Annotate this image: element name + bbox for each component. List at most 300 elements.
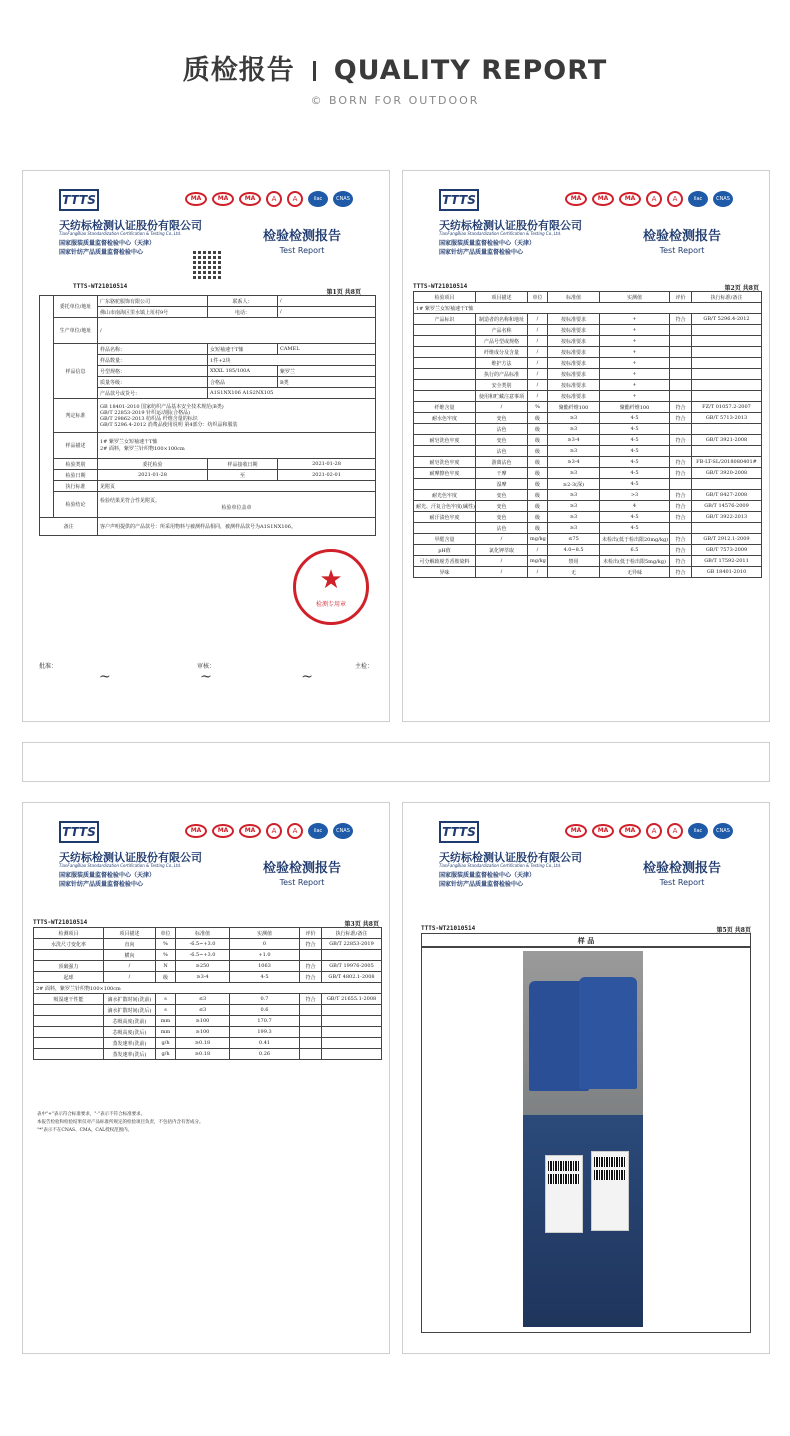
table-cell: 执行的产品标准	[476, 369, 528, 380]
table-cell: s	[156, 1005, 176, 1016]
table-cell: 产品号型或规格	[476, 336, 528, 347]
barcode-icon	[548, 1161, 580, 1171]
cnas-mark-icon: CNAS	[713, 823, 733, 839]
report-id: TTTS-WT21010514	[73, 283, 128, 290]
table-cell: 聚酯纤维100	[600, 402, 670, 413]
page1-table	[39, 295, 376, 536]
table-cell: 4.0~8.5	[548, 545, 600, 556]
table-cell: 符合	[670, 556, 692, 567]
table-cell: 0.7	[230, 994, 300, 1005]
table-cell: +	[600, 325, 670, 336]
table-cell: 199.3	[230, 1027, 300, 1038]
table-cell: 变色	[476, 435, 528, 446]
table-cell	[322, 1038, 382, 1049]
table-cell: pH值	[414, 545, 476, 556]
table-cell: 按标准要求	[548, 314, 600, 325]
table-cell: GB/T 3922-2013	[692, 512, 762, 523]
center-1: 国家服装质量监督检验中心（天津）	[439, 872, 536, 879]
table-cell	[300, 1016, 322, 1027]
table-cell: 顶破强力	[34, 961, 104, 972]
table-cell: ≥3	[548, 446, 600, 457]
table-row	[414, 336, 762, 347]
certification-marks	[565, 823, 733, 839]
table-row	[414, 413, 762, 424]
vertical-label	[40, 296, 54, 518]
table-cell: GB/T 3920-2008	[692, 468, 762, 479]
report-title-cn: 检验检测报告	[642, 861, 721, 876]
table-cell: 170.7	[230, 1016, 300, 1027]
cell: 见附页	[98, 481, 376, 492]
page3-notes	[37, 1111, 204, 1135]
table-cell	[322, 1005, 382, 1016]
table-cell: 滴水扩散时间(洗后)	[104, 1005, 156, 1016]
table-cell: 符合	[300, 939, 322, 950]
table-cell: g/h	[156, 1049, 176, 1060]
cal-mark-icon: A	[667, 823, 683, 839]
company-name-en: TianFangBiao Standardization Certification & Testing Co.,Ltd.	[59, 863, 182, 868]
cma-mark-icon: MA	[185, 824, 207, 838]
table-cell: 实测值	[230, 928, 300, 939]
table-cell: mg/kg	[528, 534, 548, 545]
company-name-cn: 天纺标检测认证股份有限公司	[59, 851, 202, 864]
table-cell	[692, 523, 762, 534]
cal-mark-icon: A	[287, 191, 303, 207]
sample-cell: 2# 面料，紫罗兰针织物100×100cm	[34, 983, 382, 994]
cell: /	[278, 307, 376, 318]
table-cell	[322, 1027, 382, 1038]
cell: 质量等级：	[98, 377, 208, 388]
cell: 样品数量：	[98, 355, 208, 366]
cell: 2021-02-01	[278, 470, 376, 481]
table-cell: 变色	[476, 501, 528, 512]
note-line: 表中"+"表示符合标准要求，"-"表示不符合标准要求。	[37, 1112, 146, 1117]
table-cell: 纤维成分及含量	[476, 347, 528, 358]
table-cell: N	[156, 961, 176, 972]
table-row	[414, 556, 762, 567]
table-cell	[670, 424, 692, 435]
report-page-1-card[interactable]	[22, 170, 390, 722]
table-cell: ≥3	[548, 523, 600, 534]
report-page-5-card[interactable]	[402, 802, 770, 1354]
center-2: 国家针纺产品质量监督检验中心	[59, 881, 144, 888]
table-cell: 级	[528, 468, 548, 479]
table-row	[34, 994, 382, 1005]
table-cell: 可分解致癌芳香胺染料	[414, 556, 476, 567]
cell: 2021-01-28	[98, 470, 208, 481]
table-cell: 耐摩擦色牢度	[414, 468, 476, 479]
ttts-logo: TTTS	[59, 189, 99, 211]
table-cell	[670, 479, 692, 490]
table-cell	[414, 380, 476, 391]
center-2: 国家针纺产品质量监督检验中心	[59, 249, 144, 256]
table-cell	[414, 347, 476, 358]
table-cell: 级	[528, 490, 548, 501]
table-cell: ≥2-3(深)	[548, 479, 600, 490]
table-cell: 级	[528, 413, 548, 424]
table-cell	[414, 336, 476, 347]
table-cell: 起球	[34, 972, 104, 983]
table-cell: 按标准要求	[548, 358, 600, 369]
table-cell: 级	[528, 457, 548, 468]
page-title	[0, 48, 790, 87]
table-cell	[300, 1027, 322, 1038]
cell: 联系人：	[208, 296, 278, 307]
table-cell: 级	[156, 972, 176, 983]
table-cell: 沾色	[476, 446, 528, 457]
table-cell: 4-5	[600, 457, 670, 468]
table-cell: 甲醛含量	[414, 534, 476, 545]
table-cell: 0.26	[230, 1049, 300, 1060]
table-cell: 按标准要求	[548, 380, 600, 391]
report-page-3-card[interactable]	[22, 802, 390, 1354]
table-cell: 符合	[670, 501, 692, 512]
note-line: "*"表示不在CNAS、CMA、CAL授权范围内。	[37, 1128, 133, 1133]
table-cell: 蒸发速率(洗前)	[104, 1038, 156, 1049]
table-row	[414, 479, 762, 490]
table-cell	[414, 424, 476, 435]
ilac-mark-icon: ilac	[688, 823, 708, 839]
cell: 检验日期	[54, 470, 98, 481]
table-cell: ≤75	[548, 534, 600, 545]
table-cell: 安全类别	[476, 380, 528, 391]
report-page-2-card[interactable]	[402, 170, 770, 722]
table-cell: >3	[600, 490, 670, 501]
cell: 1件+2块	[208, 355, 376, 366]
cell: 号型规格：	[98, 366, 208, 377]
table-cell: /	[528, 545, 548, 556]
standard-line: GB/T 22853-2019 针织运动服(合格品)	[100, 409, 191, 416]
table-cell: ≥0.18	[176, 1038, 230, 1049]
table-cell: 沾色	[476, 424, 528, 435]
report-title	[263, 225, 341, 255]
cell: 备注	[40, 518, 98, 536]
table-cell	[692, 336, 762, 347]
table-cell: 符合	[670, 534, 692, 545]
cnas-mark-icon: CNAS	[333, 191, 353, 207]
report-title-en: Test Report	[659, 246, 705, 255]
sample-title: 样 品	[421, 933, 751, 947]
certification-marks	[185, 191, 353, 207]
brand-subtitle: © BORN FOR OUTDOOR	[310, 94, 480, 107]
table-row	[34, 1027, 382, 1038]
cell: 合格品	[208, 377, 278, 388]
table-cell: GB/T 17592-2011	[692, 556, 762, 567]
table-cell: 产品名称	[476, 325, 528, 336]
table-cell	[34, 1027, 104, 1038]
table-cell: 耐光、汗复合色牢度(碱性)	[414, 501, 476, 512]
table-cell: 按标准要求	[548, 391, 600, 402]
table-row	[414, 358, 762, 369]
cell: B类	[278, 377, 376, 388]
table-cell	[670, 446, 692, 457]
table-cell: 执行标准/备注	[322, 928, 382, 939]
table-cell	[414, 325, 476, 336]
cell: CAMEL	[278, 344, 376, 355]
table-row	[34, 961, 382, 972]
cell: 样品名称：	[98, 344, 208, 355]
center-names	[439, 239, 535, 257]
table-row	[414, 424, 762, 435]
table-cell: 耐皂洗色牢度	[414, 435, 476, 446]
table-cell: GB/T 3921-2008	[692, 435, 762, 446]
table-cell	[692, 380, 762, 391]
table-cell: GB/T 5713-2013	[692, 413, 762, 424]
table-cell: 按标准要求	[548, 369, 600, 380]
center-names	[439, 871, 535, 889]
table-cell: 级	[528, 435, 548, 446]
table-cell: 水洗尺寸变化率	[34, 939, 104, 950]
table-cell: 沾色	[476, 523, 528, 534]
cell: 佛山市南海区里水镇上坵村9号	[98, 307, 208, 318]
report-title	[643, 857, 721, 887]
ilac-mark-icon: ilac	[688, 191, 708, 207]
table-cell: ≥3-4	[548, 435, 600, 446]
table-cell: 横向	[104, 950, 156, 961]
table-row	[414, 545, 762, 556]
certification-marks	[565, 191, 733, 207]
table-cell: /	[528, 314, 548, 325]
table-cell: /	[476, 402, 528, 413]
table-cell	[322, 1049, 382, 1060]
table-cell: mg/kg	[528, 556, 548, 567]
ttts-logo: TTTS	[439, 189, 479, 211]
cell: 女短袖速干T恤	[208, 344, 278, 355]
table-cell	[414, 446, 476, 457]
table-cell: 按标准要求	[548, 325, 600, 336]
page-number: 第3页 共8页	[344, 921, 379, 928]
signature: ~	[99, 669, 111, 685]
cell: 判定标准	[54, 399, 98, 433]
table-cell: 检测项目	[34, 928, 104, 939]
table-cell: 制造者的名称和地址	[476, 314, 528, 325]
table-cell: /	[528, 380, 548, 391]
signature: ~	[301, 669, 313, 685]
table-cell: FZ/T 01057.2-2007	[692, 402, 762, 413]
table-cell: ≥3	[548, 490, 600, 501]
table-cell	[692, 479, 762, 490]
table-cell: GB/T 5296.4-2012	[692, 314, 762, 325]
table-cell	[300, 1038, 322, 1049]
table-cell: 级	[528, 512, 548, 523]
table-row	[34, 972, 382, 983]
report-page-5	[411, 809, 761, 1347]
center-names	[59, 239, 155, 257]
standard-line: GB 18401-2010 国家纺织产品基本安全技术规范(B类)	[100, 403, 224, 410]
main-label: 主检：	[354, 663, 373, 670]
cma-mark-icon: MA	[239, 192, 261, 206]
table-cell: 符合	[670, 490, 692, 501]
table-cell: 耐水色牢度	[414, 413, 476, 424]
report-title-cn: 检验检测报告	[262, 861, 341, 876]
table-cell	[670, 391, 692, 402]
hang-tag	[591, 1151, 629, 1231]
table-cell: /	[104, 972, 156, 983]
cma-mark-icon: MA	[212, 824, 234, 838]
table-cell: GB/T 21655.1-2008	[322, 994, 382, 1005]
cell: 紫罗兰	[278, 366, 376, 377]
table-cell: 符合	[670, 567, 692, 578]
separator-strip	[22, 742, 770, 782]
sample-cell: 1# 紫罗兰女短袖速干T恤	[414, 303, 762, 314]
page3-table	[33, 927, 382, 1060]
table-cell: 级	[528, 523, 548, 534]
report-id: TTTS-WT21010514	[33, 919, 88, 926]
table-row	[414, 490, 762, 501]
table-cell: 项目描述	[476, 292, 528, 303]
cell: 广东骆驼服饰有限公司	[98, 296, 208, 307]
table-cell	[670, 358, 692, 369]
table-cell	[414, 523, 476, 534]
table-cell: GB/T 4802.1-2008	[322, 972, 382, 983]
cal-mark-icon: A	[266, 823, 282, 839]
center-1: 国家服装质量监督检验中心（天津）	[59, 872, 156, 879]
table-cell	[300, 1005, 322, 1016]
table-cell	[34, 1049, 104, 1060]
table-cell: /	[528, 369, 548, 380]
table-cell: mm	[156, 1016, 176, 1027]
table-cell: 无异味	[600, 567, 670, 578]
cma-mark-icon: MA	[565, 824, 587, 838]
table-cell: /	[528, 567, 548, 578]
table-cell: 变色	[476, 490, 528, 501]
table-cell	[300, 950, 322, 961]
table-cell	[414, 369, 476, 380]
table-cell: /	[476, 534, 528, 545]
table-cell: GB/T 7573-2009	[692, 545, 762, 556]
company-name-cn: 天纺标检测认证股份有限公司	[439, 219, 582, 232]
table-cell: 氯化钾萃取	[476, 545, 528, 556]
cma-mark-icon: MA	[592, 824, 614, 838]
page-number: 第1页 共8页	[326, 289, 361, 296]
cma-mark-icon: MA	[185, 192, 207, 206]
table-cell: +	[600, 380, 670, 391]
table-row	[414, 457, 762, 468]
table-cell: 聚酯纤维100	[548, 402, 600, 413]
certification-marks	[185, 823, 353, 839]
table-cell	[34, 950, 104, 961]
cma-mark-icon: MA	[619, 824, 641, 838]
approve-label: 批准：	[39, 663, 58, 670]
title-separator	[313, 61, 316, 81]
page2-table	[413, 291, 762, 578]
table-cell: +	[600, 314, 670, 325]
table-cell: GB/T 2912.1-2009	[692, 534, 762, 545]
report-title-en: Test Report	[279, 878, 325, 887]
sample-row	[34, 983, 382, 994]
table-cell: /	[528, 391, 548, 402]
cell: 检验类别	[54, 459, 98, 470]
table-cell: 单位	[528, 292, 548, 303]
table-cell: 4-5	[600, 523, 670, 534]
table-row	[414, 380, 762, 391]
table-cell: GB/T 8427-2008	[692, 490, 762, 501]
table-cell: 级	[528, 446, 548, 457]
cma-mark-icon: MA	[212, 192, 234, 206]
cell: 2021-01-28	[278, 459, 376, 470]
table-cell: 符合	[670, 545, 692, 556]
table-cell	[670, 523, 692, 534]
table-cell: 级	[528, 479, 548, 490]
table-row	[414, 325, 762, 336]
table-cell: 未检出(低于检出限20mg/kg)	[600, 534, 670, 545]
cell	[98, 492, 376, 518]
cell: 委托单位/地址	[54, 296, 98, 318]
cal-mark-icon: A	[287, 823, 303, 839]
cell: 样品描述	[54, 433, 98, 459]
table-cell: 干摩	[476, 468, 528, 479]
table-cell: 按标准要求	[548, 336, 600, 347]
conclusion-text: 检验结果见符合性见附页。	[100, 497, 161, 504]
table-row	[414, 347, 762, 358]
table-cell: 4-5	[600, 424, 670, 435]
cma-mark-icon: MA	[239, 824, 261, 838]
table-cell: 变色	[476, 512, 528, 523]
table-cell	[670, 380, 692, 391]
table-row	[414, 446, 762, 457]
table-cell	[692, 369, 762, 380]
desc-line: 1# 紫罗兰女短袖速干T恤	[100, 438, 158, 445]
report-id: TTTS-WT21010514	[421, 925, 476, 932]
table-cell: +	[600, 391, 670, 402]
table-cell: ≥3	[548, 501, 600, 512]
cal-mark-icon: A	[646, 191, 662, 207]
review-label: 审核：	[196, 663, 215, 670]
barcode-icon	[594, 1157, 626, 1167]
table-cell: ≥3-4	[176, 972, 230, 983]
table-row	[34, 1005, 382, 1016]
report-page-1	[31, 177, 381, 715]
report-title	[263, 857, 341, 887]
report-title-en: Test Report	[279, 246, 325, 255]
table-cell: 4-5	[230, 972, 300, 983]
cma-mark-icon: MA	[565, 192, 587, 206]
table-row	[34, 1049, 382, 1060]
note-line: 本报告检验和检验结果仅对产品标准所规定的检验项目负责，不包括内含有害成分。	[37, 1120, 204, 1125]
table-cell: /	[476, 567, 528, 578]
center-1: 国家服装质量监督检验中心（天津）	[59, 240, 156, 247]
standard-line: GB/T 29862-2013 纺织品 纤维含量的标识	[100, 415, 198, 422]
company-name-cn: 天纺标检测认证股份有限公司	[439, 851, 582, 864]
table-cell: 直向	[104, 939, 156, 950]
barcode-icon	[594, 1170, 626, 1180]
table-row	[34, 939, 382, 950]
table-cell: /	[104, 961, 156, 972]
table-cell: 游离沾色	[476, 457, 528, 468]
title-en: QUALITY REPORT	[333, 55, 608, 86]
table-cell: 符合	[670, 402, 692, 413]
page-number: 第2页 共8页	[724, 285, 759, 292]
report-title-cn: 检验检测报告	[642, 229, 721, 244]
table-cell: 符合	[670, 413, 692, 424]
table-cell: 评价	[300, 928, 322, 939]
table-cell: 符合	[670, 435, 692, 446]
cell	[98, 433, 376, 459]
center-1: 国家服装质量监督检验中心（天津）	[439, 240, 536, 247]
table-cell: 4-5	[600, 512, 670, 523]
table-cell: GB/T 14576-2009	[692, 501, 762, 512]
seal-text: 检测专用章	[315, 601, 346, 608]
table-cell: /	[528, 336, 548, 347]
table-cell: ≥0.18	[176, 1049, 230, 1060]
table-cell: GB 18401-2010	[692, 567, 762, 578]
table-cell	[322, 950, 382, 961]
table-cell: ≥250	[176, 961, 230, 972]
report-page-3	[31, 809, 381, 1347]
cell: XXXL 185/100A	[208, 366, 278, 377]
table-cell: 4-5	[600, 413, 670, 424]
table-cell: 4	[600, 501, 670, 512]
sample-photo-shirts	[523, 951, 643, 1116]
